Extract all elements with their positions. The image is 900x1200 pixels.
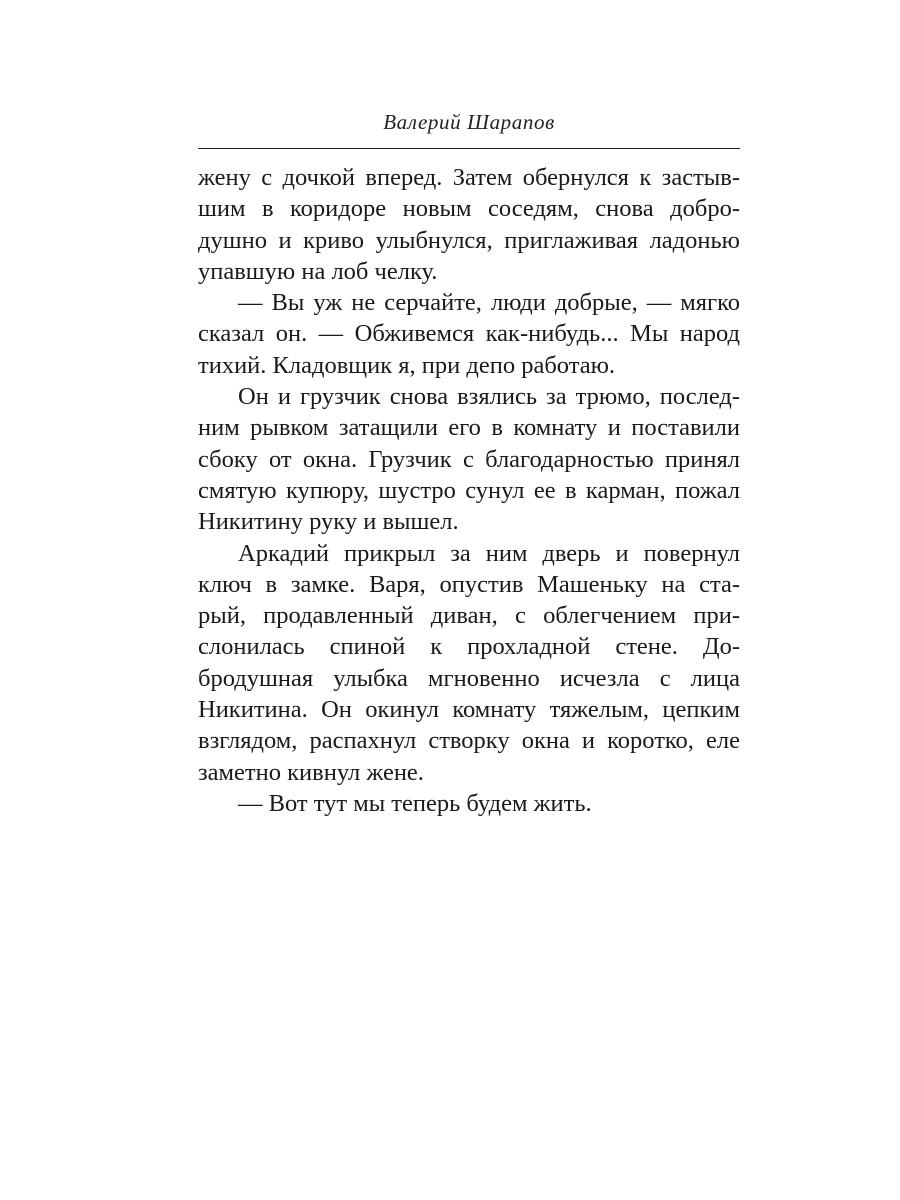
page-header	[198, 100, 740, 149]
text-line: — Вот тут мы теперь будем жить.	[238, 789, 592, 817]
text-line: смятую купюру, шустро сунул ее в карман, пожал	[198, 476, 740, 504]
body-text	[198, 162, 740, 819]
text-line: бродушная улыбка мгновенно исчезла с лица	[198, 664, 740, 692]
text-line: душно и криво улыбнулся, приглаживая ладонью	[198, 226, 740, 254]
text-line: сбоку от окна. Грузчик с благодарностью принял	[198, 445, 740, 473]
text-line: ним рывком затащили его в комнату и поставили	[198, 414, 740, 442]
text-line: слонилась спиной к прохладной стене. До-	[198, 633, 740, 661]
running-head-author: Валерий Шарапов	[383, 110, 555, 134]
text-line: Он и грузчик снова взялись за трюмо, послед-	[238, 383, 740, 411]
text-line: заметно кивнул жене.	[198, 758, 424, 786]
text-line: сказал он. — Обживемся как-нибудь... Мы народ	[198, 320, 740, 348]
text-line: Никитину руку и вышел.	[198, 508, 459, 536]
text-line: взглядом, распахнул створку окна и коротко, еле	[198, 727, 740, 755]
text-line: шим в коридоре новым соседям, снова добро-	[198, 195, 740, 223]
text-line: жену с дочкой вперед. Затем обернулся к застыв-	[198, 164, 740, 191]
text-line: упавшую на лоб челку.	[198, 257, 438, 285]
text-line: — Вы уж не серчайте, люди добрые, — мягко	[238, 289, 740, 317]
text-line: тихий. Кладовщик я, при депо работаю.	[198, 351, 616, 379]
text-line: Никитина. Он окинул комнату тяжелым, цепким	[198, 696, 740, 724]
text-line: Аркадий прикрыл за ним дверь и повернул	[238, 539, 740, 567]
text-line: ключ в замке. Варя, опустив Машеньку на ста-	[198, 570, 740, 598]
text-line: рый, продавленный диван, с облегчением при-	[198, 602, 740, 630]
